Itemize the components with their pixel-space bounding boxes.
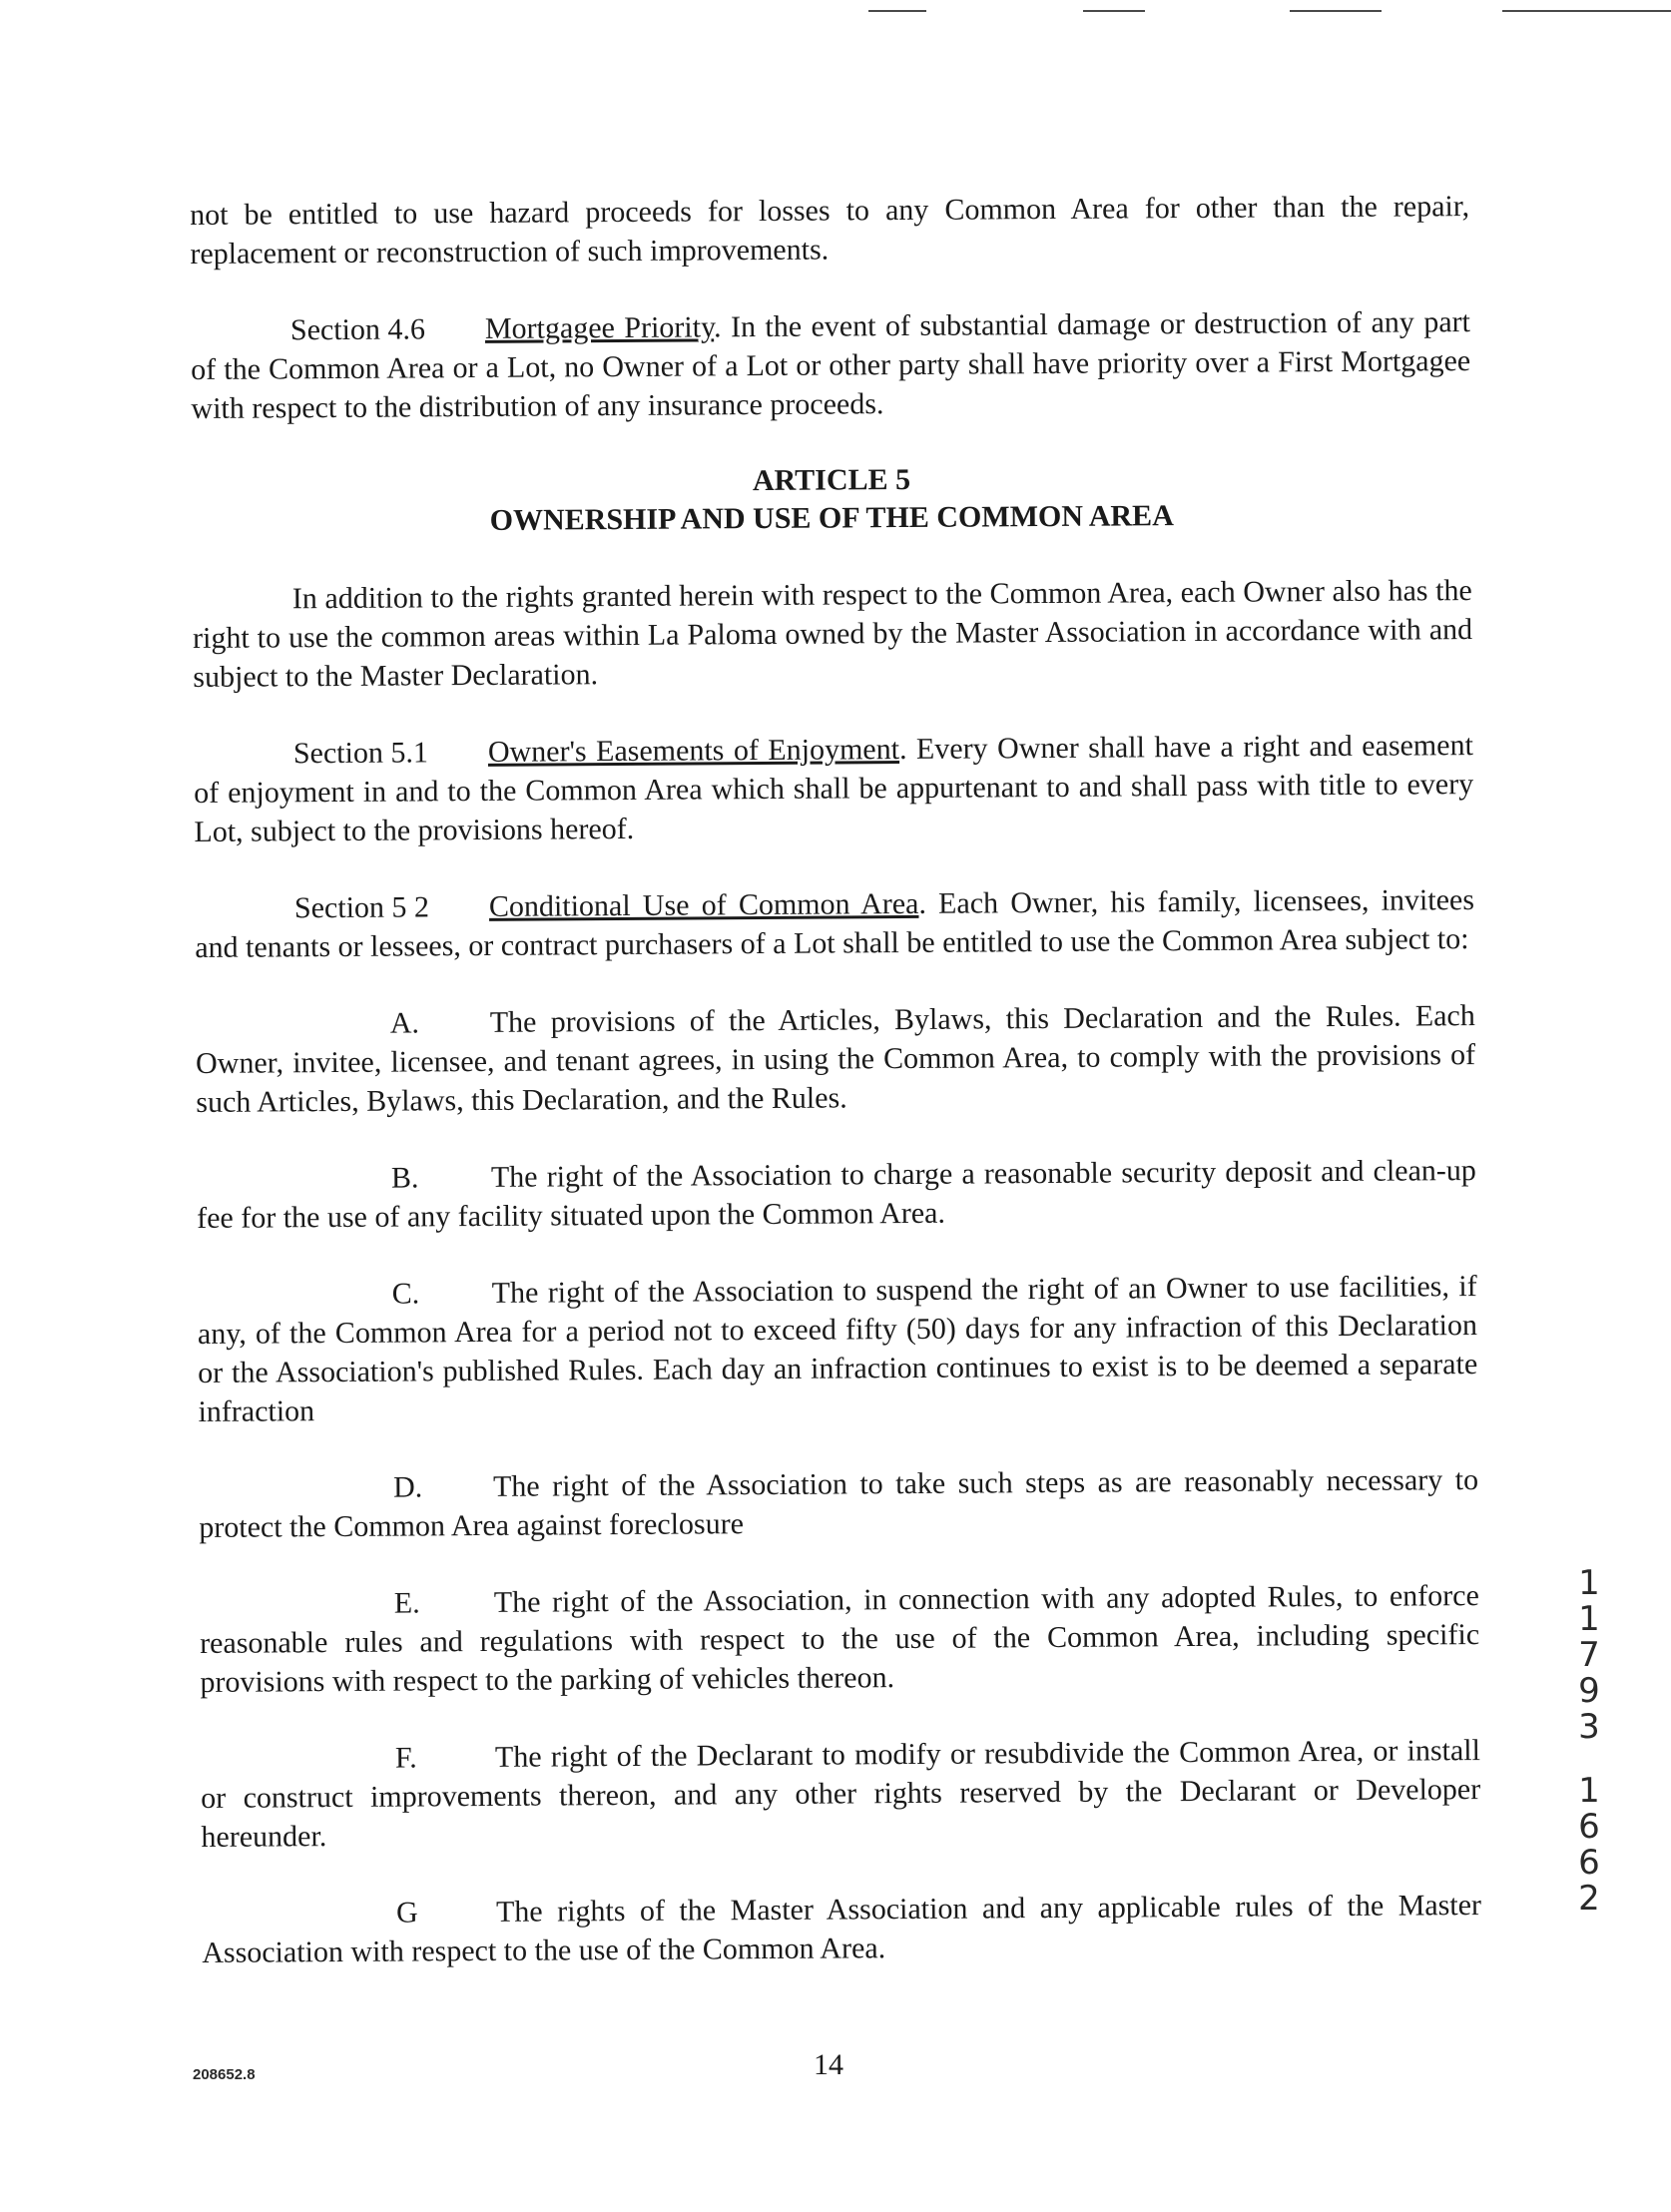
subsection-text: The right of the Association to take such steps as are reasonably necessary to protect the Common Area against foreclosure xyxy=(199,1463,1479,1544)
document-id: 208652.8 xyxy=(193,2066,256,2083)
subsection-e xyxy=(200,1576,1480,1702)
scan-artifact-line xyxy=(1502,10,1671,12)
subsection-d xyxy=(199,1460,1479,1547)
stamp-digit: 7 xyxy=(1578,1635,1600,1675)
section-text: . Every Owner shall have a right and easement of enjoyment in and to the Common Area which shall be appurtenant to and shall pass with title to every Lot, subject to the provisions hereof. xyxy=(194,729,1474,848)
subsection-letter: D. xyxy=(392,1470,423,1504)
section-text: . Each Owner, his family, licensees, invitees and tenants or lessees, or contract purchasers of a Lot shall be entitled to use the Common Area subject to: xyxy=(195,883,1475,964)
section-5-1 xyxy=(194,726,1474,851)
subsection-letter: E. xyxy=(393,1586,420,1620)
section-title: Mortgagee Priority xyxy=(484,310,715,345)
section-number: Section 4.6 xyxy=(289,312,426,347)
stamp-digit: 1 xyxy=(1578,1599,1600,1639)
subsection-letter: B. xyxy=(390,1161,419,1195)
stamp-digit: 2 xyxy=(1578,1879,1600,1919)
subsection-text: The right of the Association, in connection with any adopted Rules, to enforce reasonable rules and regulations with respect to the use of the Common Area, including specific provisions with respect to the parking of vehicles thereon. xyxy=(200,1579,1480,1699)
scan-artifact-line xyxy=(1083,10,1145,12)
subsection-text: The right of the Association to charge a reasonable security deposit and clean-up fee for the use of any facility situated upon the Common Area. xyxy=(197,1154,1476,1235)
subsection-text: The right of the Declarant to modify or resubdivide the Common Area, or install or construct improvements thereon, and any other rights reserved by the Declarant or Developer hereunder. xyxy=(201,1734,1481,1854)
subsection-letter: A. xyxy=(389,1006,420,1040)
stamp-group-1 xyxy=(1569,1565,1609,1745)
stamp-digit: 1 xyxy=(1578,1563,1600,1603)
page-number: 14 xyxy=(814,2048,843,2081)
subsection-letter: F. xyxy=(394,1741,417,1775)
stamp-digit: 6 xyxy=(1578,1843,1600,1883)
article-intro-paragraph: In addition to the rights granted herein with respect to the Common Area, each Owner also has the right to use the common areas within La Paloma owned by the Master Association in accordance with and subject to the Master Declaration. xyxy=(192,574,1473,694)
subsection-g xyxy=(202,1886,1482,1972)
article-number: ARTICLE 5 xyxy=(752,462,911,498)
subsection-text: The rights of the Master Association and any applicable rules of the Master Association with respect to the use of the Common Area. xyxy=(202,1889,1482,1969)
stamp-digit: 3 xyxy=(1578,1707,1600,1747)
section-5-2 xyxy=(195,880,1475,967)
subsection-f xyxy=(201,1731,1481,1857)
section-text: . In the event of substantial damage or destruction of any part of the Common Area or a Lot, no Owner of a Lot or other party shall have priority over a First Mortgagee with respect to the distribution of any insurance proceeds. xyxy=(191,305,1471,425)
subsection-a xyxy=(196,996,1476,1122)
section-title: Conditional Use of Common Area xyxy=(488,886,919,923)
subsection-text: The right of the Association to suspend the right of an Owner to use facilities, if any, of the Common Area for a period not to exceed fifty (50) days for any infraction of this Declaration or the Association's published Rules. Each day an infraction continues to exist is to be deemed a separate infraction xyxy=(197,1270,1478,1428)
stamp-digit: 9 xyxy=(1578,1671,1600,1711)
subsection-c xyxy=(198,1267,1478,1431)
section-number: Section 5.1 xyxy=(292,736,429,771)
article-heading xyxy=(192,457,1471,542)
document-body xyxy=(190,187,1482,2010)
subsection-text: The provisions of the Articles, Bylaws, this Declaration and the Rules. Each Owner, invitee, licensee, and tenant agrees, in using the Common Area, to comply with the provisions of such Articles, Bylaws, this Declaration, and the Rules. xyxy=(195,999,1476,1119)
stamp-digit: 1 xyxy=(1578,1771,1600,1811)
recording-stamp xyxy=(1569,1565,1609,1944)
subsection-letter: C. xyxy=(391,1277,420,1311)
section-title: Owner's Easements of Enjoyment xyxy=(487,733,900,769)
scan-artifact-line xyxy=(1290,10,1382,12)
stamp-group-2 xyxy=(1569,1773,1609,1917)
stamp-digit: 6 xyxy=(1578,1807,1600,1847)
subsection-letter: G xyxy=(395,1896,418,1930)
section-4-6 xyxy=(191,302,1471,428)
scan-artifact-line xyxy=(868,10,926,12)
section-number: Section 5 2 xyxy=(293,890,430,925)
continued-paragraph: not be entitled to use hazard proceeds for losses to any Common Area for other than the repair, replacement or reconstruction of such improvements. xyxy=(190,190,1470,271)
subsection-b xyxy=(197,1151,1477,1238)
article-title: OWNERSHIP AND USE OF THE COMMON AREA xyxy=(489,499,1174,537)
